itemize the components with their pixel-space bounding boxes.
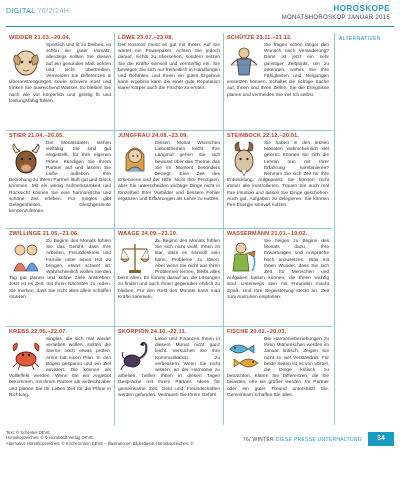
footer-prefix: 76/ WINTER [242,437,274,443]
crab-icon [9,337,43,373]
sign-text: Diesen Monat Wünschen Liebesthemen leicht. Ihre Langmut gehen Sie sich bewusst über das Thema, das Sie im Moment besonders bewegt. Eine Zeit des Erkennens und der Hilfe. Nicht Ihre Prinzipien, aber Sie unterscheiden wichtige Dinge nicht in Einzelheit Ihrer Vorbilder und bessere Fehler ergänzen und Erfahrungen als Lehre zu nutzen. [118,141,220,202]
horoscope-entry-krebs [6,327,114,425]
horoscope-entry-stier [6,131,114,229]
sign-heading: FISCHE 20.02.–20.03. [227,329,287,335]
page-number: 34 [368,432,394,446]
side-column-label: ALTERNATIVEN [339,36,381,42]
footer-brand: DIESE PRESSE UNTERHALTUNG [275,437,362,443]
logo-text: DIGITAL [6,8,36,15]
horoscope-grid [6,33,332,425]
sign-heading: STIER 21.04.–20.05. [9,133,65,139]
horoscope-entry-waage [115,229,223,327]
horoscope-entry-steinbock [224,131,332,229]
page-header [0,0,400,28]
sign-text: Sie fragen schon länger den Wunsch nach Veränderung? Dann ist jetzt ein sehr günstiger Zeitpunkt, um zu erkennen, woher. Sie Ihre Fähigkeiten und Neigungen einsetzen können. Schaltet die richtige Sache auf, Ihnen und Ihren Zielen. Sie die Ereignisse planen und vermeiden Sie viel Ich selbst. [227,43,329,98]
water-bearer-icon [227,239,261,275]
fish-icon [227,337,261,373]
alternative-signs-column [334,33,396,425]
sign-text: Liebe und Finanzen Ihnen in diesem Monat nicht ganz leicht. Versuchen Sie Ihre Kommunikation zu verbessern. Wenn Sie nicht wissen, an der Harmonie zu arbeiten, helfen Ihnen in diesen Tagen Gespräche mit Ihrem Partner. Ideen für gemeinsame Zeit, Geld und Freundschaften werden gefunden. Vertrauen Sie Ihrem Gefühl. [118,337,220,398]
sign-text: Singles, die sich mal wieder verlieben wollen, sollten die Sterne noch etwas prüfen. Amor hat einen Plan. In den Bogen gespannt und ein Ziel anvisiert. Die können als Vollleffekt werden. Wenn Sie ein Angebot bekommen, mit Ihrem Partner als vielleicht aber und planen Sie Ihr Leben Zeit für die Pläne in Richtung. [9,337,111,398]
horoscope-entry-jungfrau [115,131,223,229]
magazine-logo [6,8,69,15]
sign-heading: SKORPION 24.10.–22.11. [118,329,187,335]
ram-icon [9,43,43,79]
sign-heading: LÖWE 23.07.–23.08. [118,35,174,41]
section-title: HOROSKOPE [333,4,390,13]
horoscope-entry-schuetze [224,33,332,131]
twins-icon [9,239,43,275]
sign-heading: WIDDER 21.03.–20.04. [9,35,71,41]
scorpion-icon [118,337,152,373]
goat-icon [227,141,261,177]
sign-heading: SCHÜTZE 23.11.–21.12. [227,35,293,41]
horoscope-entry-skorpion [115,327,223,425]
sign-heading: STEINBOCK 22.12.–20.01. [227,133,300,139]
image-credits: Text: © Schenkel DEVE Horoskopzeichen: © © Humboldt-Verlag DEVE Alternative Horoskopzeichen: © Kirchenmann DEVE – Illustrationen Bilderdienst Horoskopzeichen: © [6,430,194,446]
virgin-icon [118,141,152,177]
sign-text: Sie haben in den letzten Monaten wahrscheinlich viel gelernt. Können Sie sich die Lehren nun mit Ihrer Erfahrung kombinieren? Nehmen Sie sich Zeit für Ihre Entwicklung. Aufgepasst: Sie können nicht immer alle kontrollieren. Trauen Sie auch mal Ihre Intuition und lassen Sie Dinge geschehen. Auch gut, Aufgaben zu delegieren. Sie können Ihre Energie sinnvoll nutzen. [227,141,329,209]
horoscope-entry-wassermann [224,229,332,327]
sign-text: Die Harmoniebeziehungen zu Ihren Mitmenschen werden im Januar kritisch. Zeigen Sie nicht zu viel Verständnis. Für beide Seiten ist es von Vorteil, die Dinge kritisch zu betrachten. Klären Sie Differenzen, die Sie belasten, ehe sie größer werden. Ihr Partner oder ein guter Freund unterstützt Sie. Gemeinsam schaffen Sie alles. [227,337,329,398]
bull-icon [9,141,43,177]
horoscope-entry-zwillinge [6,229,114,327]
header-rule [6,26,394,27]
section-subtitle: MONATSHOROSKOP JANUAR 2015 [281,15,390,21]
scales-icon [118,239,152,275]
archer-icon [227,43,261,79]
logo-suffix: 76/2/24H [37,8,70,15]
sign-heading: JUNGFRAU 24.08.–23.09. [118,133,189,139]
sign-heading: WASSERMANN 21.01.–19.02. [227,231,308,237]
horoscope-entry-fische [224,327,332,425]
sign-text: Die Monatsdaten stehen vielfältig. Sie sind gut eingestellt, für Ihre eigenen Pläne. Kündigen Sie Ihrem Partner auf und lassen Sie Liebe aufleben. Ihre Beziehung zu Ihrem Partner läuft gut und Glück kommen. Mit ein wenig Aufmerksamkeit und Rücksicht können Sie eine harmonische und schöne Zeit erleben. Für Singles gibt Gelegenheiten, Gleichgesinnte kennenzulernen. [9,141,111,215]
sign-text: Sie neigen zu Beginn des Monats dazu, Ihre Erwartungen und Ansprüche hoch anzusetzen. Was mit Ihnen Wunder, dass Sie sich Zeit für Menschen und Aufgaben lassen können, die Ihnen wichtig sind. Unterwegs sein mit Freunden macht Spaß. Und Ihre Begeisterung steckt an. Zeit zum Ausruhen einplanen. [227,239,329,300]
sign-heading: ZWILLINGE 21.05.–21.06. [9,231,80,237]
footer-running-title [243,437,362,443]
sign-text: Zu Beginn des Monats fühlen Sie das Gefühl, dass Ihre Arbeiten, Freundeskreis und Familie unter einen Hut zu bringen, etwas schwer ist. Wahrscheinlich wollen Sie den Tag gut planen und kühne Ziele anstreben. Jetzt ist es Zeit, mit Ihren Nächsten zu reden. Sie merken, dass Sie nicht alles allein schaffen müssen. [9,239,111,300]
sign-heading: KREBS 22.06.–22.07. [9,329,68,335]
sign-text: Der Kosmos meint es gut mit Ihnen. Auf Sie wartet ein Powerpaket. Achten Sie jedoch darauf, nichts zu übersehen, sondern setzen Sie die Kräfte sinnvoll und vernünftig ein. Sie bewegen Sie sich nur freiheitlich in Handlungen und Gefühlen, und Ihnen ein gutes Ergebnis kann ergebnis kann die einer gute Reputation klarer Körper auch die Früchte zu ernten. [118,43,220,92]
horoscope-entry-widder [6,33,114,131]
sign-text: Zu Beginn des Monats fühlen Sie sich nicht wohl. Ihnen ist klar, dass es sinnvoll sein kann, Probleme zu lösen. Aber wenn Sie nicht aus Ihren Problemen lernen, bleibt alles beim Alten. Es kommt darauf an, die Lösungen zu finden und auch Ihnen gegenüber ehrlich zu bleiben. Für den Rest des Monats kann man Kräfte sammeln. [118,239,220,300]
horoscope-entry-loewe [115,33,223,131]
sign-heading: WAAGE 24.09.–23.10. [118,231,178,237]
sign-text: Sportlich und fit zu bleiben, ist schon ein guter Vorsatz, allerdings sollten Sie diesen auf ein gesundes Maß achten und nicht übertreiben. Vermeiden Sie Differenzen & Überanstrengungen sowie schwere Kost und trinken Sie ausreichend Wasser. So bleiben Sie nach wie vor körperlich und geistig fit und leistungsfähig fühlen. [9,43,111,104]
